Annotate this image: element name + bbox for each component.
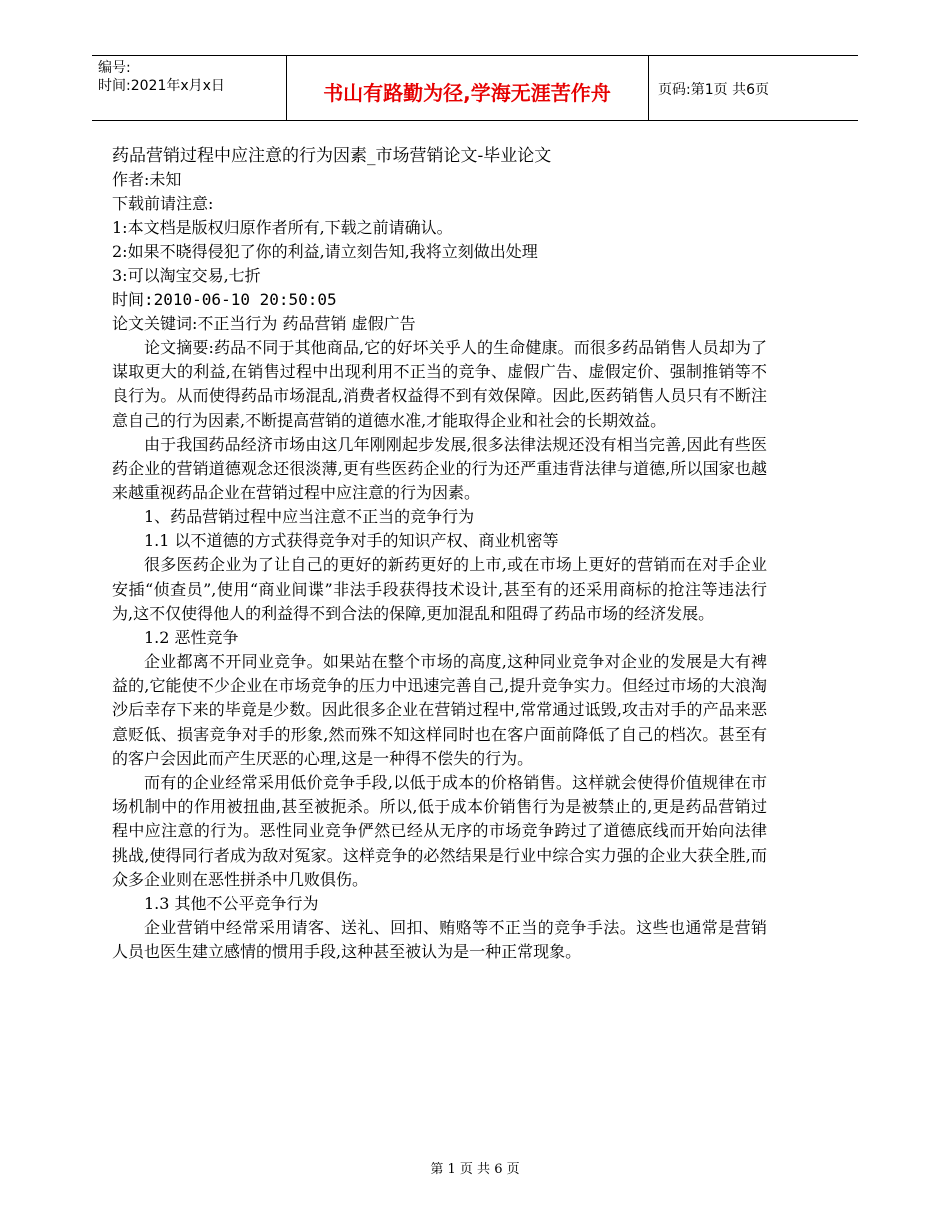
page-header xyxy=(92,55,858,121)
header-top-rule xyxy=(92,55,858,56)
notice-item: 3:可以淘宝交易,七折 xyxy=(112,266,261,285)
subsection-heading: 1.3 其他不公平竞争行为 xyxy=(144,894,319,914)
abstract-paragraph: 论文摘要:药品不同于其他商品,它的好坏关乎人的生命健康。而很多药品销售人员却为了谋取更大的利益,在销售过程中出现利用不正当的竞争、虚假广告、虚假定价、强制推销等不良行为。从而使得药品市场混乱,消费者权益得不到有效保障。因此,医药销售人员只有不断注意自己的行为因素,不断提高营销的道德水准,才能取得企业和社会的长期效益。 xyxy=(112,338,767,430)
header-page-info: 页码:第1页 共6页 xyxy=(658,82,769,98)
notice-title: 下载前请注意: xyxy=(112,194,214,213)
notice-item: 2:如果不晓得侵犯了你的利益,请立刻告知,我将立刻做出处理 xyxy=(112,242,538,261)
header-bottom-rule xyxy=(92,120,858,121)
header-divider-right xyxy=(648,55,649,121)
page-footer: 第 1 页 共 6 页 xyxy=(430,1162,520,1177)
header-number: 编号: xyxy=(98,60,131,76)
notice-item: 1:本文档是版权归原作者所有,下载之前请确认。 xyxy=(112,218,453,237)
section-heading: 1、药品营销过程中应当注意不正当的竞争行为 xyxy=(144,507,475,527)
header-meta xyxy=(98,59,225,95)
subsection-heading: 1.2 恶性竞争 xyxy=(144,628,239,648)
article-author: 作者:未知 xyxy=(112,170,182,189)
body-paragraph: 企业营销中经常采用请客、送礼、回扣、贿赂等不正当的竞争手法。这些也通常是营销人员也医生建立感情的惯用手段,这种甚至被认为是一种正常现象。 xyxy=(112,918,767,962)
subsection-heading: 1.1 以不道德的方式获得竞争对手的知识产权、商业机密等 xyxy=(144,531,559,551)
article-body xyxy=(112,144,767,964)
body-paragraph: 企业都离不开同业竞争。如果站在整个市场的高度,这种同业竞争对企业的发展是大有裨益的,它能使不少企业在市场竞争的压力中迅速完善自己,提升竞争实力。但经过市场的大浪淘沙后幸存下来的毕竟是少数。因此很多企业在营销过程中,常常通过诋毁,攻击对手的产品来恶意贬低、损害竞争对手的形象,然而殊不知这样同时也在客户面前降低了自己的档次。甚至有的客户会因此而产生厌恶的心理,这是一种得不偿失的行为。 xyxy=(112,652,767,768)
article-time: 时间:2010-06-10 20:50:05 xyxy=(112,290,337,309)
article-keywords: 论文关键词:不正当行为 药品营销 虚假广告 xyxy=(112,314,416,333)
body-paragraph: 很多医药企业为了让自己的更好的新药更好的上市,或在市场上更好的营销而在对手企业安插“侦查员”,使用“商业间谍”非法手段获得技术设计,甚至有的还采用商标的抢注等违法行为,这不仅使得他人的利益得不到合法的保障,更加混乱和阻碍了药品市场的经济发展。 xyxy=(112,555,767,623)
article-title: 药品营销过程中应注意的行为因素_市场营销论文-毕业论文 xyxy=(112,146,552,166)
intro-paragraph: 由于我国药品经济市场由这几年刚刚起步发展,很多法律法规还没有相当完善,因此有些医药企业的营销道德观念还很淡薄,更有些医药企业的行为还严重违背法律与道德,所以国家也越来越重视药品企业在营销过程中应注意的行为因素。 xyxy=(112,434,767,503)
body-paragraph: 而有的企业经常采用低价竞争手段,以低于成本的价格销售。这样就会使得价值规律在市场机制中的作用被扭曲,甚至被扼杀。所以,低于成本价销售行为是被禁止的,更是药品营销过程中应注意的行为。恶性同业竞争俨然已经从无序的市场竞争跨过了道德底线而开始向法律挑战,使得同行者成为敌对冤家。这样竞争的必然结果是行业中综合实力强的企业大获全胜,而众多企业则在恶性拼杀中几败俱伤。 xyxy=(112,773,767,889)
header-motto: 书山有路勤为径,学海无涯苦作舟 xyxy=(323,81,611,105)
header-time: 时间:2021年x月x日 xyxy=(98,78,225,94)
